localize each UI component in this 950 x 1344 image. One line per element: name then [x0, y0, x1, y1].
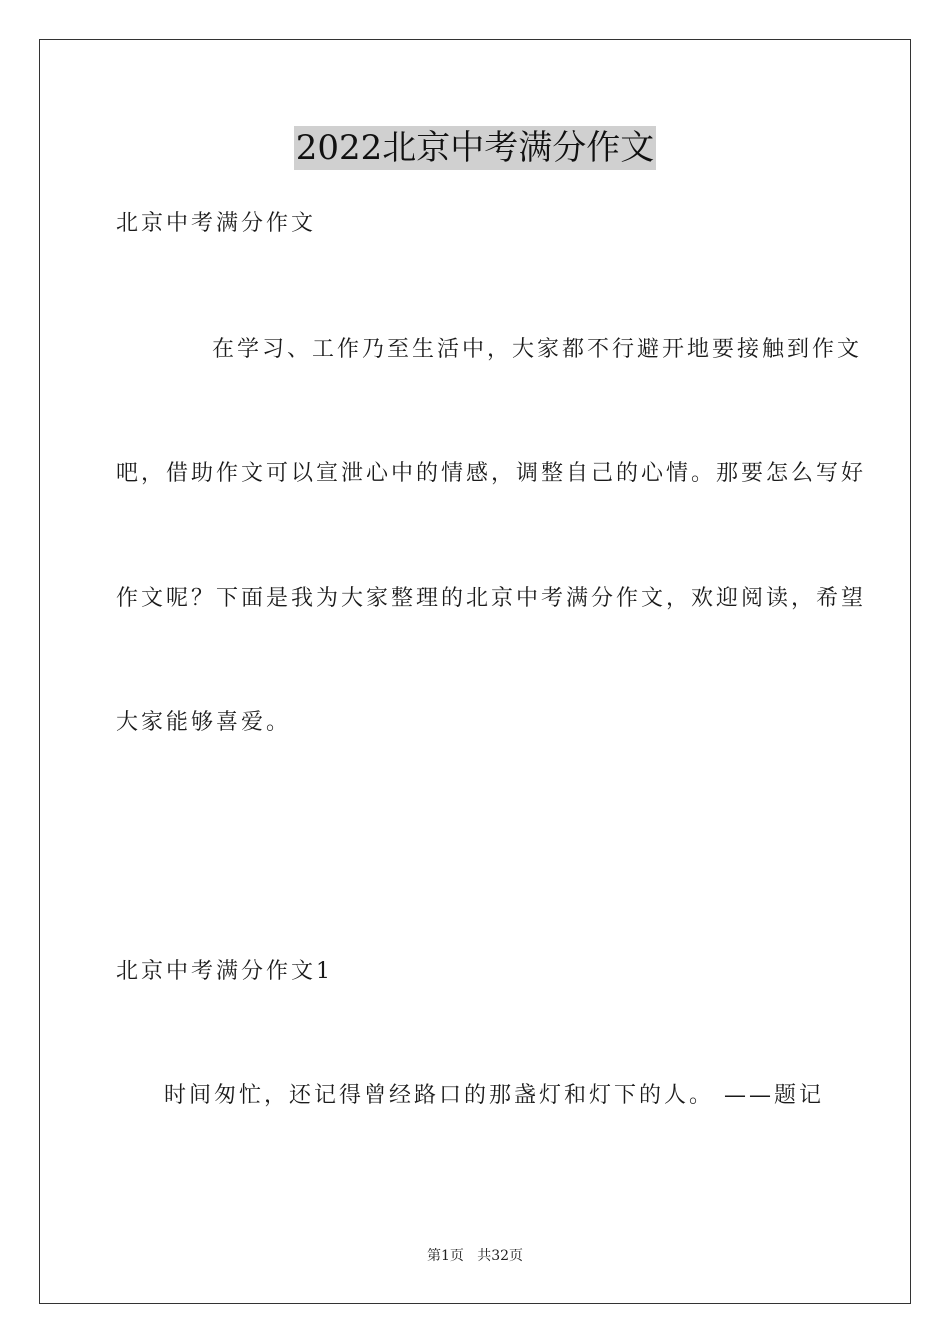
intro-line-1: 在学习、工作乃至生活中，大家都不行避开地要接触到作文 [212, 337, 863, 362]
intro-line-4: 大家能够喜爱。 [116, 710, 292, 735]
document-title-text: 2022北京中考满分作文 [295, 128, 655, 168]
document-subtitle: 北京中考满分作文 [116, 211, 317, 236]
section-heading: 北京中考满分作文1 [116, 959, 333, 984]
epigraph: 时间匆忙，还记得曾经路口的那盏灯和灯下的人。 ——题记 [164, 1083, 824, 1108]
intro-line-2: 吧，借助作文可以宣泄心中的情感，调整自己的心情。那要怎么写好 [116, 461, 867, 486]
intro-line-3: 作文呢？下面是我为大家整理的北京中考满分作文，欢迎阅读，希望 [116, 586, 867, 611]
document-title [0, 126, 950, 170]
page-number-footer: 第1页 共32页 [426, 1248, 524, 1264]
